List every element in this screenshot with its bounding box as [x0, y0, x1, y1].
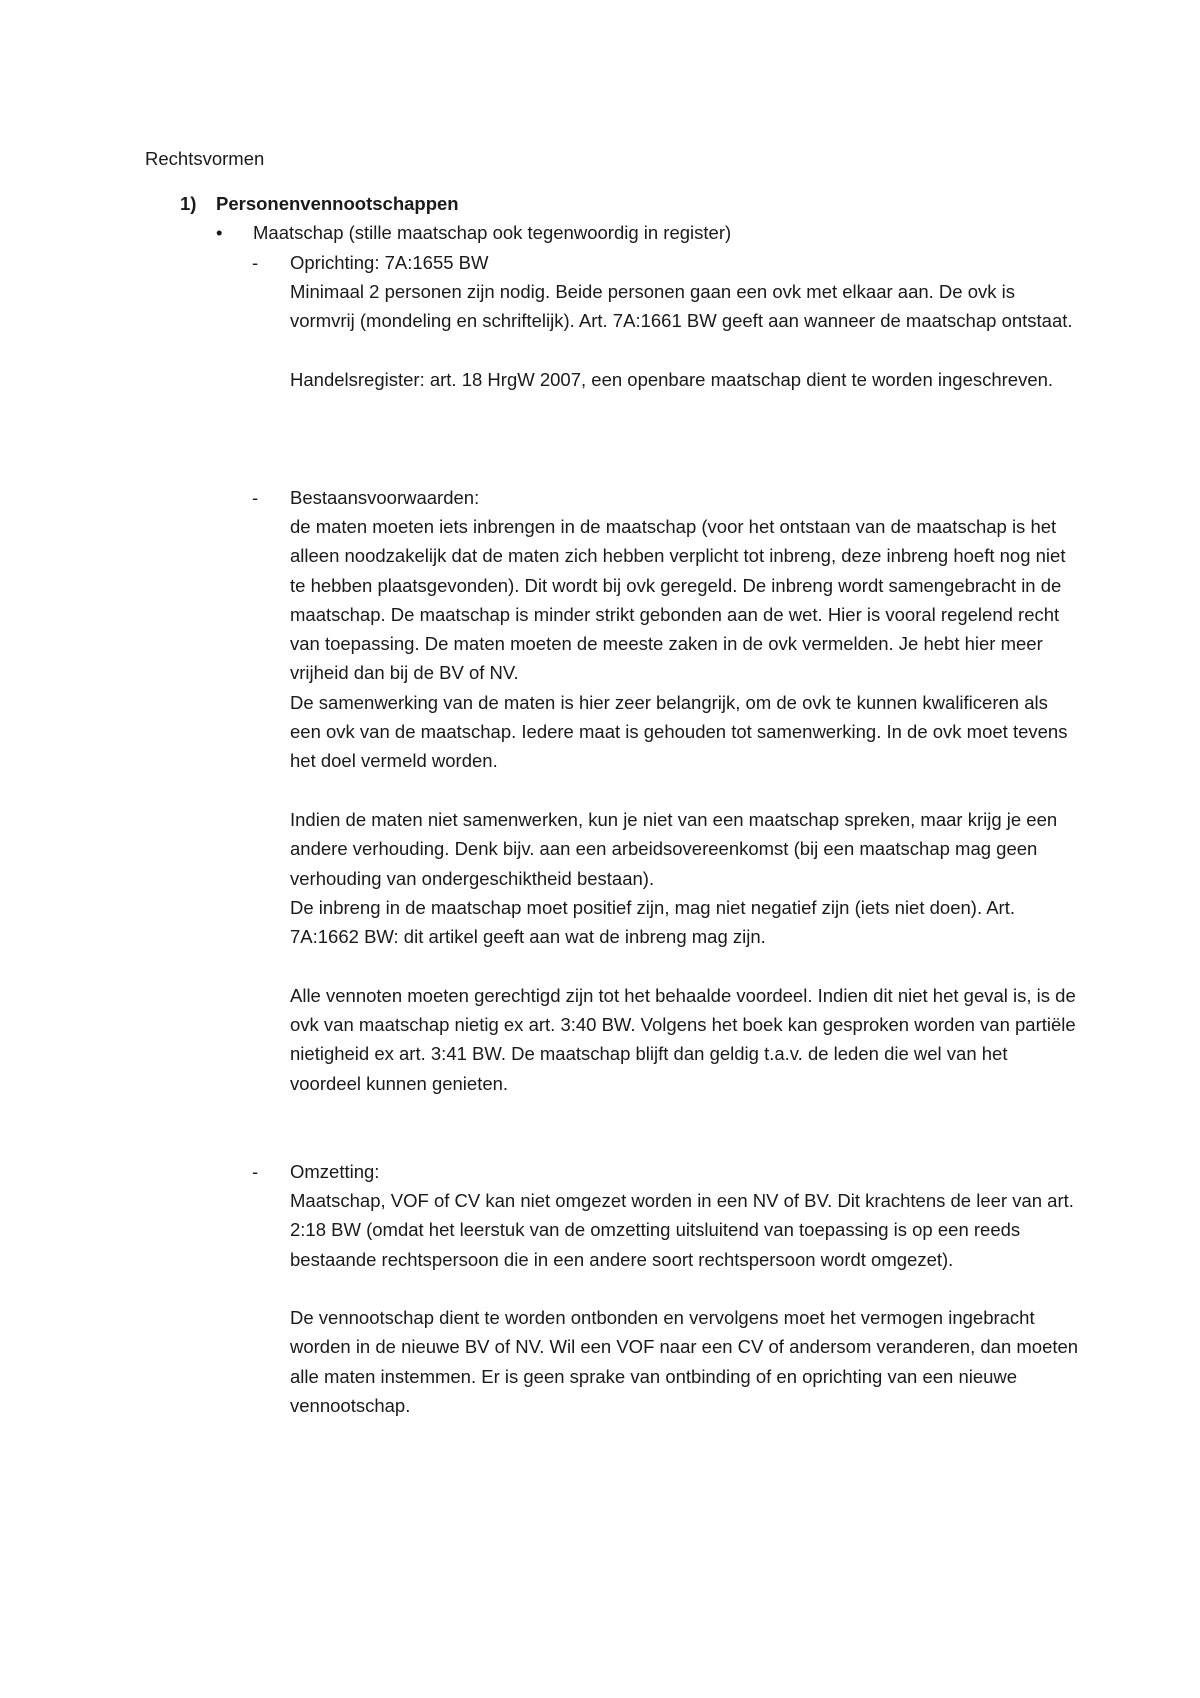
bullet-item-maatschap [216, 219, 731, 247]
section-number: 1) [180, 193, 197, 214]
document-title: Rechtsvormen [145, 148, 265, 169]
dash-marker: - [252, 1161, 259, 1182]
paragraph: De vennootschap dient te worden ontbonden en vervolgens moet het vermogen ingebracht worden in de nieuwe BV of NV. Wil een VOF naar een CV of andersom veranderen, dan moeten alle maten instemmen. Er is geen sprake van ontbinding of en oprichting van een nieuwe vennootschap. [290, 1307, 1079, 1417]
paragraph: Minimaal 2 personen zijn nodig. Beide personen gaan een ovk met elkaar aan. De ovk is vormvrij (mondeling en schriftelijk). Art. 7A:1661 BW geeft aan wanneer de maatschap ontstaat. [290, 281, 1073, 332]
item-label: Oprichting: 7A:1655 BW [290, 252, 489, 273]
item-label: Omzetting: [290, 1161, 380, 1182]
paragraph: Maatschap, VOF of CV kan niet omgezet worden in een NV of BV. Dit krachtens de leer van art. 2:18 BW (omdat het leerstuk van de omzetting uitsluitend van toepassing is op een reeds bestaande rechtspersoon die in een andere soort rechtspersoon wordt omgezet). [290, 1190, 1074, 1270]
section-heading-text: Personenvennootschappen [216, 193, 459, 214]
paragraph: de maten moeten iets inbrengen in de maatschap (voor het ontstaan van de maatschap is het alleen noodzakelijk dat de maten zich hebben verplicht tot inbreng, deze inbreng hoeft nog niet te hebben plaatsgevonden). Dit wordt bij ovk geregeld. De inbreng wordt samengebracht in de maatschap. De maatschap is minder strikt gebonden aan de wet. Hier is vooral regelend recht van toepassing. De maten moeten de meeste zaken in de ovk vermelden. Je hebt hier meer vrijheid dan bij de BV of NV. [290, 516, 1066, 684]
paragraph: Indien de maten niet samenwerken, kun je niet van een maatschap spreken, maar krijg je een andere verhouding. Denk bijv. aan een arbeidsovereenkomst (bij een maatschap mag geen verhouding van ondergeschiktheid bestaan). [290, 808, 1058, 889]
item-body [290, 1157, 1080, 1420]
item-body [290, 248, 1080, 394]
bullet-symbol: • [216, 222, 223, 243]
dash-marker: - [252, 252, 259, 273]
item-body [290, 483, 1080, 1098]
bullet-text: Maatschap (stille maatschap ook tegenwoordig in register) [253, 222, 732, 243]
paragraph: De inbreng in de maatschap moet positief zijn, mag niet negatief zijn (iets niet doen). Art. 7A:1662 BW: dit artikel geeft aan wat de inbreng mag zijn. [290, 896, 1015, 948]
paragraph: Alle vennoten moeten gerechtigd zijn tot het behaalde voordeel. Indien dit niet het geval is, is de ovk van maatschap nietig ex art. 3:40 BW. Volgens het boek kan gesproken worden van partiële nietigheid ex art. 3:41 BW. De maatschap blijft dan geldig t.a.v. de leden die wel van het voordeel kunnen genieten. [290, 984, 1076, 1094]
dash-marker: - [252, 487, 259, 508]
item-label: Bestaansvoorwaarden: [290, 487, 480, 508]
paragraph: Handelsregister: art. 18 HrgW 2007, een openbare maatschap dient te worden ingeschreven. [290, 368, 1054, 390]
paragraph: De samenwerking van de maten is hier zeer belangrijk, om de ovk te kunnen kwalificeren als een ovk van de maatschap. Iedere maat is gehouden tot samenwerking. In de ovk moet tevens het doel vermeld worden. [290, 691, 1068, 772]
section-heading [180, 190, 459, 218]
